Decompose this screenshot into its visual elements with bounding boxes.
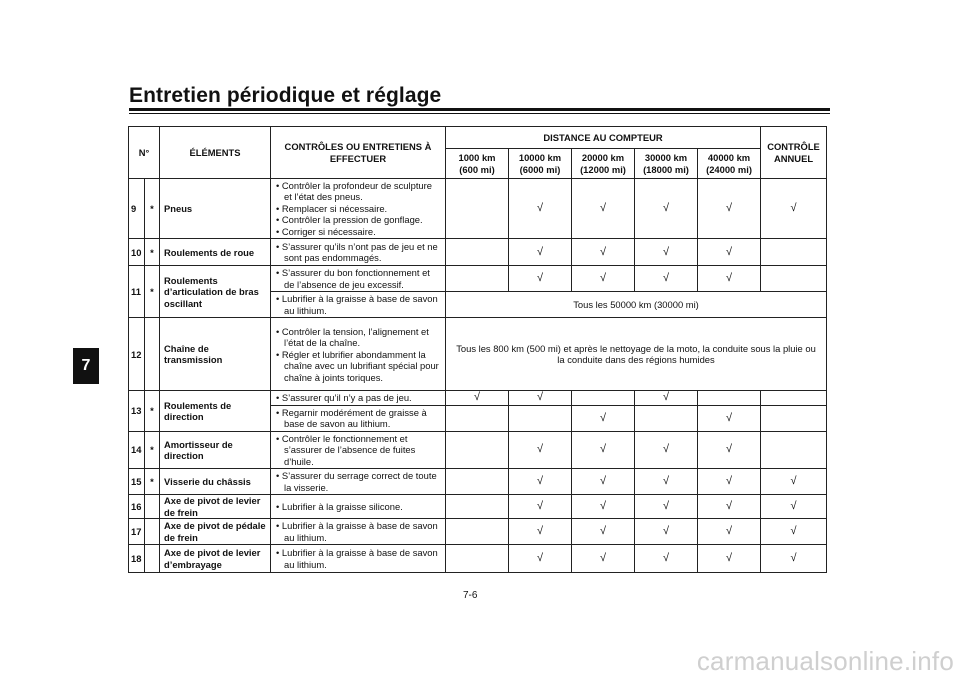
element-name: Roulements de roue xyxy=(160,239,271,266)
element-name: Visserie du châssis xyxy=(160,469,271,495)
control-text: • Lubrifier à la graisse à base de savon au lithium. xyxy=(271,545,446,573)
control-text: • Contrôler la profondeur de sculpture et l’état des pneus. • Remplacer si nécessaire. • Contrôler la pression de gonflage. • Corriger si nécessaire. xyxy=(271,179,446,239)
check-mark: √ xyxy=(635,545,698,573)
title-rule xyxy=(129,108,830,111)
check-mark: √ xyxy=(635,469,698,495)
check-mark: √ xyxy=(446,391,509,405)
check-mark: √ xyxy=(635,431,698,468)
check-mark: √ xyxy=(761,495,827,519)
check-mark: √ xyxy=(572,469,635,495)
control-text: • Contrôler la tension, l’alignement et l’état de la chaîne. • Régler et lubrifier abondamment la chaîne avec un lubrifiant spécial pour chaîne à joints toriques. xyxy=(271,318,446,391)
table-row: 16 Axe de pivot de levier de frein • Lubrifier à la graisse silicone. √ √ √ √ √ xyxy=(129,495,827,519)
header-distance-5: 40000 km (24000 mi) xyxy=(698,149,761,179)
check-mark: √ xyxy=(509,179,572,239)
check-mark: √ xyxy=(698,545,761,573)
check-mark: √ xyxy=(698,519,761,545)
control-text: • Lubrifier à la graisse à base de savon au lithium. xyxy=(271,292,446,318)
element-name: Roulements de direction xyxy=(160,391,271,431)
check-mark: √ xyxy=(635,266,698,292)
check-mark: √ xyxy=(509,431,572,468)
control-text: • Lubrifier à la graisse silicone. xyxy=(271,495,446,519)
check-mark: √ xyxy=(698,266,761,292)
check-mark: √ xyxy=(698,495,761,519)
check-mark: √ xyxy=(761,519,827,545)
table-row: 18 Axe de pivot de levier d’embrayage • Lubrifier à la graisse à base de savon au lithium. √ √ √ √ √ xyxy=(129,545,827,573)
check-mark: √ xyxy=(698,239,761,266)
check-mark: √ xyxy=(635,179,698,239)
table-row: 14 * Amortisseur de direction • Contrôler le fonctionnement et s’assurer de l’absence de fuites d’huile. √ √ √ √ xyxy=(129,431,827,468)
table-row: 13 * Roulements de direction • S’assurer qu’il n’y a pas de jeu. √ √ √ xyxy=(129,391,827,405)
control-text: • S’assurer qu’il n’y a pas de jeu. xyxy=(271,391,446,405)
control-text: • S’assurer du serrage correct de toute la visserie. xyxy=(271,469,446,495)
table-row: 10 * Roulements de roue • S’assurer qu’ils n’ont pas de jeu et ne sont pas endommagés. √ √ √ √ xyxy=(129,239,827,266)
table-row: 11 * Roulements d’articulation de bras oscillant • S’assurer du bon fonctionnement et de l’absence de jeu excessif. √ √ √ √ xyxy=(129,266,827,292)
element-name: Axe de pivot de levier d’embrayage xyxy=(160,545,271,573)
check-mark: √ xyxy=(698,431,761,468)
interval-note: Tous les 50000 km (30000 mi) xyxy=(446,292,827,318)
check-mark: √ xyxy=(572,179,635,239)
check-mark: √ xyxy=(572,431,635,468)
chapter-tab: 7 xyxy=(73,348,99,384)
page-number: 7-6 xyxy=(463,590,478,601)
check-mark: √ xyxy=(509,545,572,573)
control-text: • S’assurer du bon fonctionnement et de l’absence de jeu excessif. xyxy=(271,266,446,292)
control-text: • Contrôler le fonctionnement et s’assurer de l’absence de fuites d’huile. xyxy=(271,431,446,468)
table-row: 12 Chaîne de transmission • Contrôler la tension, l’alignement et l’état de la chaîne. • Régler et lubrifier abondamment la chaîne avec un lubrifiant spécial pour chaîne à joints toriques. Tous les 800 km (500 mi) et après le nettoyage de la moto, la conduite sous la pluie ou la conduite dans des régions humides xyxy=(129,318,827,391)
check-mark: √ xyxy=(509,391,572,405)
check-mark: √ xyxy=(509,519,572,545)
check-mark: √ xyxy=(509,495,572,519)
check-mark: √ xyxy=(572,519,635,545)
control-text: • S’assurer qu’ils n’ont pas de jeu et ne sont pas endommagés. xyxy=(271,239,446,266)
element-name: Axe de pivot de levier de frein xyxy=(160,495,271,519)
check-mark: √ xyxy=(761,179,827,239)
check-mark: √ xyxy=(572,239,635,266)
check-mark: √ xyxy=(572,266,635,292)
table-row: 9 * Pneus • Contrôler la profondeur de sculpture et l’état des pneus. • Remplacer si nécessaire. • Contrôler la pression de gonflage. • Corriger si nécessaire. √ √ √ √ √ xyxy=(129,179,827,239)
header-distance-2: 10000 km (6000 mi) xyxy=(509,149,572,179)
title-rule-thin xyxy=(129,113,830,114)
check-mark: √ xyxy=(572,545,635,573)
check-mark: √ xyxy=(509,266,572,292)
interval-note: Tous les 800 km (500 mi) et après le nettoyage de la moto, la conduite sous la pluie ou la conduite dans des régions humides xyxy=(446,318,827,391)
check-mark: √ xyxy=(698,469,761,495)
header-controls: CONTRÔLES OU ENTRETIENS À EFFECTUER xyxy=(271,127,446,179)
header-distance-4: 30000 km (18000 mi) xyxy=(635,149,698,179)
element-name: Pneus xyxy=(160,179,271,239)
check-mark: √ xyxy=(509,239,572,266)
header-annual-l2: ANNUEL xyxy=(773,152,814,164)
header-annual-l1: CONTRÔLE xyxy=(767,141,820,153)
element-name: Axe de pivot de pédale de frein xyxy=(160,519,271,545)
page-title: Entretien périodique et réglage xyxy=(129,84,442,107)
header-elements: ÉLÉMENTS xyxy=(160,127,271,179)
check-mark: √ xyxy=(761,469,827,495)
check-mark: √ xyxy=(698,179,761,239)
check-mark: √ xyxy=(635,239,698,266)
check-mark: √ xyxy=(635,495,698,519)
element-name: Chaîne de transmission xyxy=(160,318,271,391)
element-name: Amortisseur de direction xyxy=(160,431,271,468)
header-distance: DISTANCE AU COMPTEUR xyxy=(446,127,761,149)
check-mark: √ xyxy=(572,405,635,431)
element-name: Roulements d’articulation de bras oscillant xyxy=(160,266,271,318)
control-text: • Regarnir modérément de graisse à base de savon au lithium. xyxy=(271,405,446,431)
watermark: carmanualsonline.info xyxy=(696,646,954,676)
check-mark: √ xyxy=(761,545,827,573)
check-mark: √ xyxy=(698,405,761,431)
maintenance-table xyxy=(128,126,827,573)
check-mark: √ xyxy=(572,495,635,519)
header-distance-3: 20000 km (12000 mi) xyxy=(572,149,635,179)
check-mark: √ xyxy=(635,391,698,405)
header-annual xyxy=(761,127,827,179)
header-distance-1: 1000 km (600 mi) xyxy=(446,149,509,179)
control-text: • Lubrifier à la graisse à base de savon au lithium. xyxy=(271,519,446,545)
check-mark: √ xyxy=(635,519,698,545)
check-mark: √ xyxy=(509,469,572,495)
header-no: N° xyxy=(129,127,160,179)
table-row: 17 Axe de pivot de pédale de frein • Lubrifier à la graisse à base de savon au lithium. √ √ √ √ √ xyxy=(129,519,827,545)
table-row: 15 * Visserie du châssis • S’assurer du serrage correct de toute la visserie. √ √ √ √ √ xyxy=(129,469,827,495)
